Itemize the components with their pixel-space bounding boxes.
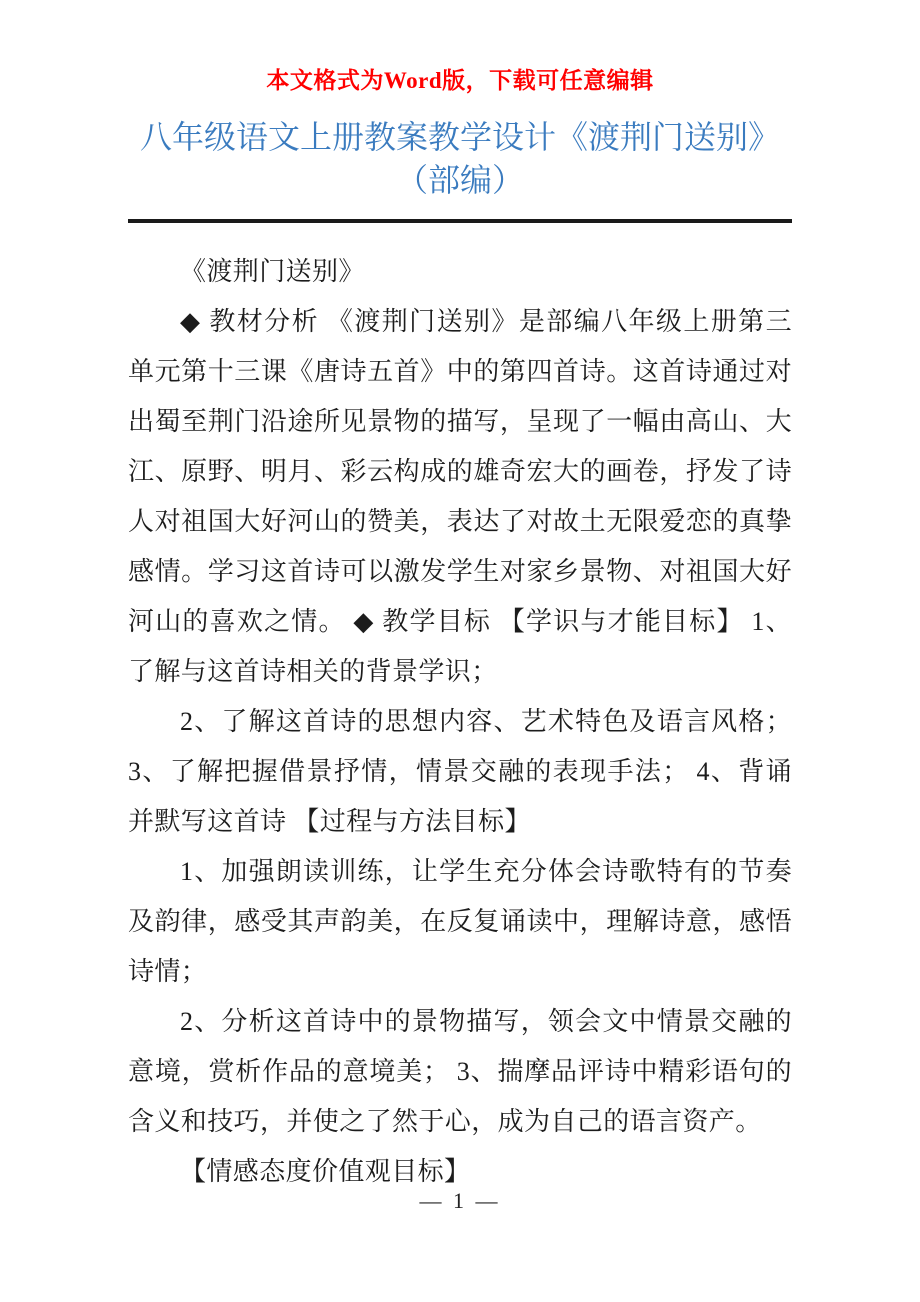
paragraph-process-method-item-2: 2、分析这首诗中的景物描写，领会文中情景交融的意境，赏析作品的意境美； 3、揣摩品评诗中精彩语句的含义和技巧，并使之了然于心，成为自己的语言资产。 bbox=[128, 1007, 792, 1136]
word-format-notice: 本文格式为Word版，下载可任意编辑 bbox=[266, 68, 654, 93]
paragraph-knowledge-objectives: 2、了解这首诗的思想内容、艺术特色及语言风格； 3、了解把握借景抒情，情景交融的表现手法； 4、背诵并默写这首诗 【过程与方法目标】 bbox=[128, 707, 792, 836]
paragraph-emotion-attitude-heading: 【情感态度价值观目标】 bbox=[180, 1157, 471, 1186]
paragraph-teaching-material-analysis: ◆ 教材分析 《渡荆门送别》是部编八年级上册第三单元第十三课《唐诗五首》中的第四首诗。这首诗通过对出蜀至荆门沿途所见景物的描写，呈现了一幅由高山、大江、原野、明月、彩云构成的雄奇宏大的画卷，抒发了诗人对祖国大好河山的赞美，表达了对故土无限爱恋的真挚感情。学习这首诗可以激发学生对家乡景物、对祖国大好河山的喜欢之情。 ◆ 教学目标 【学识与才能目标】 1、了解与这首诗相关的背景学识； bbox=[128, 307, 792, 686]
paragraph-process-method-item-1: 1、加强朗读训练，让学生充分体会诗歌特有的节奏及韵律，感受其声韵美，在反复诵读中，理解诗意，感悟诗情； bbox=[128, 857, 792, 986]
page-title: 八年级语文上册教案教学设计《渡荆门送别》（部编） bbox=[139, 119, 780, 198]
paragraph-poem-heading: 《渡荆门送别》 bbox=[180, 257, 365, 286]
page-number-footer: — 1 — bbox=[419, 1188, 501, 1213]
page-content bbox=[128, 0, 792, 1197]
document-body bbox=[128, 223, 792, 1197]
